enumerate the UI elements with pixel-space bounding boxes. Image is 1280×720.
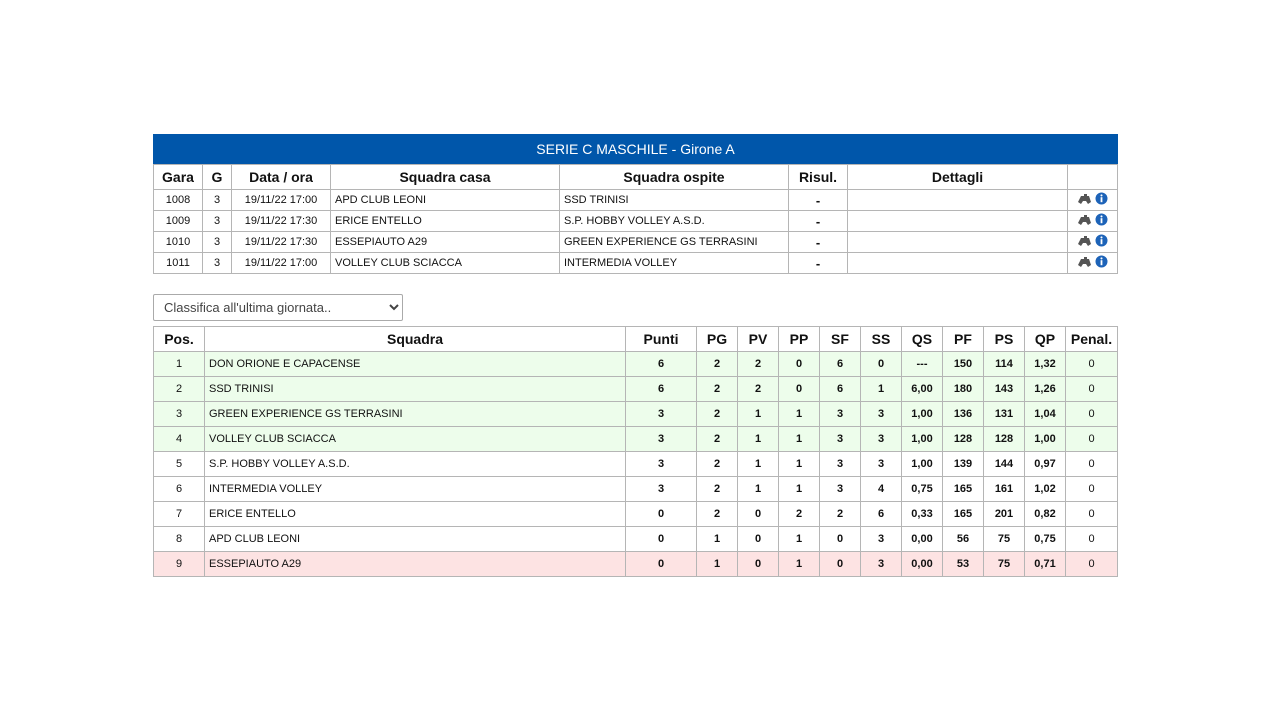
standing-qs: 0,33	[902, 502, 943, 527]
standing-punti: 0	[626, 502, 697, 527]
map-icon[interactable]	[1077, 214, 1092, 229]
standing-penal: 0	[1066, 527, 1118, 552]
match-data-ora: 19/11/22 17:00	[232, 190, 331, 211]
standing-ps: 75	[984, 552, 1025, 577]
standing-punti: 3	[626, 402, 697, 427]
match-actions	[1068, 253, 1118, 274]
info-icon[interactable]	[1095, 234, 1108, 250]
standing-pp: 1	[779, 527, 820, 552]
match-row	[154, 253, 1118, 274]
match-giornata: 3	[203, 253, 232, 274]
matches-table	[153, 134, 1118, 274]
championship-title: SERIE C MASCHILE - Girone A	[153, 134, 1118, 164]
standing-squadra: APD CLUB LEONI	[205, 527, 626, 552]
match-risultato: -	[789, 211, 848, 232]
standing-pp: 1	[779, 552, 820, 577]
standing-row	[154, 527, 1118, 552]
standing-pos: 6	[154, 477, 205, 502]
map-icon[interactable]	[1077, 193, 1092, 208]
standings-select-wrap	[153, 294, 1117, 321]
match-giornata: 3	[203, 190, 232, 211]
match-dettagli	[848, 190, 1068, 211]
standing-pf: 136	[943, 402, 984, 427]
col-pf: PF	[943, 327, 984, 352]
standing-pf: 165	[943, 502, 984, 527]
standing-pp: 0	[779, 352, 820, 377]
standing-pg: 2	[697, 402, 738, 427]
match-risultato: -	[789, 190, 848, 211]
standings-header-row	[154, 327, 1118, 352]
match-gara: 1011	[154, 253, 203, 274]
standing-row	[154, 402, 1118, 427]
standing-pv: 2	[738, 377, 779, 402]
standing-pv: 0	[738, 527, 779, 552]
standing-row	[154, 552, 1118, 577]
standing-sf: 3	[820, 477, 861, 502]
match-risultato: -	[789, 253, 848, 274]
match-squadra-casa: APD CLUB LEONI	[331, 190, 560, 211]
standing-qp: 0,75	[1025, 527, 1066, 552]
col-qs: QS	[902, 327, 943, 352]
standing-punti: 6	[626, 377, 697, 402]
standing-pf: 56	[943, 527, 984, 552]
match-data-ora: 19/11/22 17:30	[232, 232, 331, 253]
standing-qs: 0,75	[902, 477, 943, 502]
standing-row	[154, 502, 1118, 527]
standing-ss: 6	[861, 502, 902, 527]
standing-pg: 2	[697, 477, 738, 502]
standing-pg: 1	[697, 527, 738, 552]
standing-qs: ---	[902, 352, 943, 377]
standing-pp: 2	[779, 502, 820, 527]
standing-ps: 144	[984, 452, 1025, 477]
standing-sf: 3	[820, 427, 861, 452]
standing-squadra: INTERMEDIA VOLLEY	[205, 477, 626, 502]
standing-ss: 3	[861, 552, 902, 577]
standing-qp: 1,00	[1025, 427, 1066, 452]
match-dettagli	[848, 211, 1068, 232]
standing-pv: 1	[738, 427, 779, 452]
standing-row	[154, 452, 1118, 477]
standing-pg: 2	[697, 452, 738, 477]
standing-pos: 8	[154, 527, 205, 552]
standing-pp: 1	[779, 452, 820, 477]
col-ss: SS	[861, 327, 902, 352]
standing-pos: 5	[154, 452, 205, 477]
match-row	[154, 211, 1118, 232]
col-giornata: G	[203, 165, 232, 190]
standing-sf: 3	[820, 452, 861, 477]
standing-ps: 114	[984, 352, 1025, 377]
standing-ps: 161	[984, 477, 1025, 502]
standing-sf: 6	[820, 377, 861, 402]
standings-table	[153, 326, 1118, 577]
standing-squadra: ESSEPIAUTO A29	[205, 552, 626, 577]
standing-pv: 1	[738, 452, 779, 477]
col-penal: Penal.	[1066, 327, 1118, 352]
col-pos: Pos.	[154, 327, 205, 352]
col-gara: Gara	[154, 165, 203, 190]
standing-pp: 0	[779, 377, 820, 402]
col-dettagli: Dettagli	[848, 165, 1068, 190]
standing-pf: 53	[943, 552, 984, 577]
info-icon[interactable]	[1095, 192, 1108, 208]
standing-row	[154, 352, 1118, 377]
standing-sf: 0	[820, 527, 861, 552]
standing-row	[154, 427, 1118, 452]
match-risultato: -	[789, 232, 848, 253]
standing-penal: 0	[1066, 352, 1118, 377]
standing-ss: 1	[861, 377, 902, 402]
standing-sf: 0	[820, 552, 861, 577]
col-actions	[1068, 165, 1118, 190]
standing-punti: 3	[626, 477, 697, 502]
match-squadra-ospite: S.P. HOBBY VOLLEY A.S.D.	[560, 211, 789, 232]
standing-pg: 2	[697, 352, 738, 377]
match-squadra-casa: VOLLEY CLUB SCIACCA	[331, 253, 560, 274]
col-data-ora: Data / ora	[232, 165, 331, 190]
standing-pf: 139	[943, 452, 984, 477]
standing-ss: 3	[861, 402, 902, 427]
standing-penal: 0	[1066, 452, 1118, 477]
match-actions	[1068, 190, 1118, 211]
standing-qs: 0,00	[902, 527, 943, 552]
standing-pos: 7	[154, 502, 205, 527]
standing-qs: 1,00	[902, 427, 943, 452]
standing-penal: 0	[1066, 402, 1118, 427]
standing-penal: 0	[1066, 502, 1118, 527]
map-icon[interactable]	[1077, 256, 1092, 271]
standing-sf: 3	[820, 402, 861, 427]
standing-ss: 3	[861, 427, 902, 452]
standing-qp: 1,04	[1025, 402, 1066, 427]
standing-qp: 1,02	[1025, 477, 1066, 502]
match-actions	[1068, 232, 1118, 253]
standing-pos: 9	[154, 552, 205, 577]
match-gara: 1009	[154, 211, 203, 232]
standing-pf: 165	[943, 477, 984, 502]
standing-pv: 0	[738, 502, 779, 527]
col-ps: PS	[984, 327, 1025, 352]
match-dettagli	[848, 232, 1068, 253]
standing-ps: 143	[984, 377, 1025, 402]
info-icon[interactable]	[1095, 213, 1108, 229]
match-squadra-casa: ERICE ENTELLO	[331, 211, 560, 232]
standing-pf: 150	[943, 352, 984, 377]
standing-squadra: DON ORIONE E CAPACENSE	[205, 352, 626, 377]
match-squadra-casa: ESSEPIAUTO A29	[331, 232, 560, 253]
standing-qs: 6,00	[902, 377, 943, 402]
standing-pf: 128	[943, 427, 984, 452]
standing-squadra: SSD TRINISI	[205, 377, 626, 402]
standing-squadra: ERICE ENTELLO	[205, 502, 626, 527]
standing-ss: 0	[861, 352, 902, 377]
standing-row	[154, 377, 1118, 402]
col-qp: QP	[1025, 327, 1066, 352]
standing-penal: 0	[1066, 427, 1118, 452]
standing-qs: 1,00	[902, 452, 943, 477]
standing-pv: 0	[738, 552, 779, 577]
col-sf: SF	[820, 327, 861, 352]
match-data-ora: 19/11/22 17:00	[232, 253, 331, 274]
standing-penal: 0	[1066, 377, 1118, 402]
standing-pf: 180	[943, 377, 984, 402]
standing-punti: 0	[626, 552, 697, 577]
standings-view-select[interactable]	[153, 294, 403, 321]
standing-qs: 1,00	[902, 402, 943, 427]
standing-qs: 0,00	[902, 552, 943, 577]
standing-pv: 1	[738, 477, 779, 502]
standing-squadra: S.P. HOBBY VOLLEY A.S.D.	[205, 452, 626, 477]
standing-penal: 0	[1066, 552, 1118, 577]
standing-squadra: VOLLEY CLUB SCIACCA	[205, 427, 626, 452]
col-pp: PP	[779, 327, 820, 352]
standing-punti: 3	[626, 427, 697, 452]
standing-qp: 1,26	[1025, 377, 1066, 402]
col-squadra-ospite: Squadra ospite	[560, 165, 789, 190]
col-pv: PV	[738, 327, 779, 352]
match-row	[154, 190, 1118, 211]
match-squadra-ospite: GREEN EXPERIENCE GS TERRASINI	[560, 232, 789, 253]
standing-pos: 4	[154, 427, 205, 452]
standing-pos: 2	[154, 377, 205, 402]
match-actions	[1068, 211, 1118, 232]
standing-qp: 0,82	[1025, 502, 1066, 527]
col-pg: PG	[697, 327, 738, 352]
col-punti: Punti	[626, 327, 697, 352]
standing-pos: 3	[154, 402, 205, 427]
match-dettagli	[848, 253, 1068, 274]
standing-ps: 128	[984, 427, 1025, 452]
standing-ss: 4	[861, 477, 902, 502]
standing-qp: 1,32	[1025, 352, 1066, 377]
standing-pg: 1	[697, 552, 738, 577]
standing-pv: 1	[738, 402, 779, 427]
match-gara: 1010	[154, 232, 203, 253]
standing-sf: 6	[820, 352, 861, 377]
standing-squadra: GREEN EXPERIENCE GS TERRASINI	[205, 402, 626, 427]
standing-qp: 0,71	[1025, 552, 1066, 577]
match-row	[154, 232, 1118, 253]
page-content	[153, 134, 1117, 577]
col-squadra-casa: Squadra casa	[331, 165, 560, 190]
standing-ss: 3	[861, 527, 902, 552]
standing-ss: 3	[861, 452, 902, 477]
col-squadra: Squadra	[205, 327, 626, 352]
standing-qp: 0,97	[1025, 452, 1066, 477]
match-squadra-ospite: INTERMEDIA VOLLEY	[560, 253, 789, 274]
standing-pg: 2	[697, 427, 738, 452]
standing-ps: 75	[984, 527, 1025, 552]
standing-pg: 2	[697, 502, 738, 527]
standing-punti: 3	[626, 452, 697, 477]
standing-pp: 1	[779, 427, 820, 452]
matches-header-row	[154, 165, 1118, 190]
standing-ps: 201	[984, 502, 1025, 527]
standing-pv: 2	[738, 352, 779, 377]
info-icon[interactable]	[1095, 255, 1108, 271]
match-squadra-ospite: SSD TRINISI	[560, 190, 789, 211]
match-data-ora: 19/11/22 17:30	[232, 211, 331, 232]
standing-sf: 2	[820, 502, 861, 527]
match-giornata: 3	[203, 232, 232, 253]
standing-pos: 1	[154, 352, 205, 377]
map-icon[interactable]	[1077, 235, 1092, 250]
standing-ps: 131	[984, 402, 1025, 427]
standing-pp: 1	[779, 477, 820, 502]
match-giornata: 3	[203, 211, 232, 232]
col-risultato: Risul.	[789, 165, 848, 190]
match-gara: 1008	[154, 190, 203, 211]
standing-penal: 0	[1066, 477, 1118, 502]
standing-punti: 0	[626, 527, 697, 552]
standing-row	[154, 477, 1118, 502]
standing-pp: 1	[779, 402, 820, 427]
standing-punti: 6	[626, 352, 697, 377]
standing-pg: 2	[697, 377, 738, 402]
